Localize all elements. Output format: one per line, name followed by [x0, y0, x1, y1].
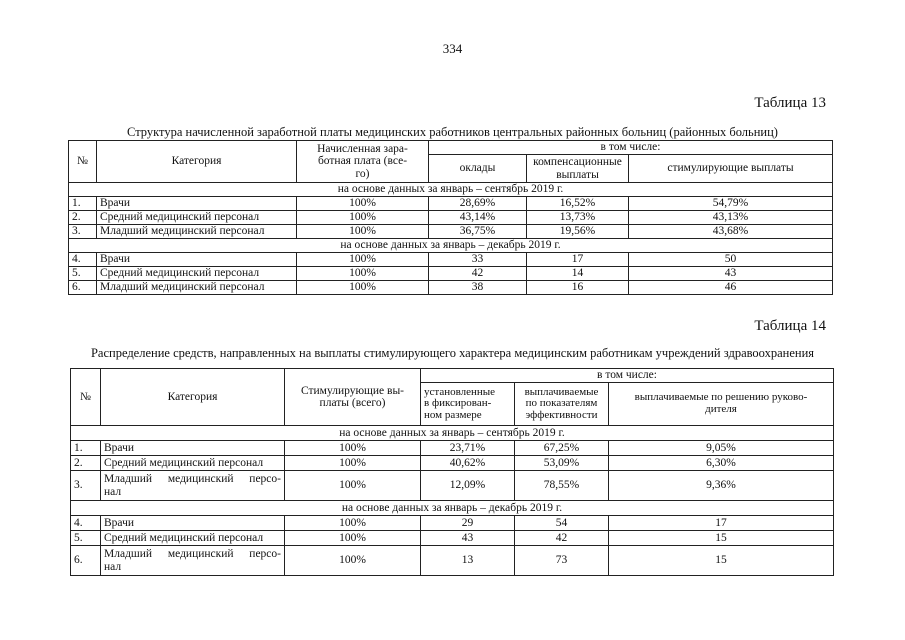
salaries-cell: 38 — [429, 281, 527, 295]
row-number: 6. — [71, 546, 101, 576]
stimulating-cell: 50 — [629, 253, 833, 267]
table-row — [69, 267, 833, 281]
total-cell: 100% — [297, 253, 429, 267]
table-row — [69, 225, 833, 239]
total-cell: 100% — [297, 197, 429, 211]
header-performance-line: выплачиваемые — [524, 385, 599, 398]
category-line: Средний медицинский персонал — [104, 456, 264, 469]
category-cell — [101, 516, 285, 531]
header-compensation-line: компенсационные — [533, 156, 622, 169]
category-cell — [101, 531, 285, 546]
header-including: в том числе: — [421, 369, 834, 383]
category-line: Врачи — [104, 441, 135, 454]
table-row — [69, 197, 833, 211]
row-number: 2. — [69, 211, 97, 225]
table-row — [71, 531, 834, 546]
table-14-label: Таблица 14 — [754, 318, 826, 334]
table-14-title: Распределение средств, направленных на выплаты стимулирующего характера медицинским работникам учреждений здравоохранения — [90, 346, 815, 360]
table-row — [69, 253, 833, 267]
table-row — [71, 471, 834, 501]
salaries-cell: 33 — [429, 253, 527, 267]
salaries-cell: 43,14% — [429, 211, 527, 225]
stimulating-cell: 43 — [629, 267, 833, 281]
category-line: нал — [104, 560, 122, 573]
compensation-cell: 13,73% — [527, 211, 629, 225]
category-cell — [101, 441, 285, 456]
header-fixed-line: ном размере — [424, 408, 482, 421]
header-manager-line: дителя — [705, 403, 737, 415]
table-row — [71, 441, 834, 456]
category-cell — [101, 546, 285, 576]
header-performance-line: по показателям — [525, 397, 598, 410]
section-row — [69, 239, 833, 253]
fixed-cell: 29 — [421, 516, 515, 531]
total-cell: 100% — [285, 456, 421, 471]
header-total-line: Стимулирующие вы- — [300, 384, 405, 397]
total-cell: 100% — [297, 211, 429, 225]
table-row — [69, 211, 833, 225]
total-cell: 100% — [297, 267, 429, 281]
row-number: 4. — [69, 253, 97, 267]
section-row — [71, 501, 834, 516]
section-row — [69, 183, 833, 197]
row-number: 6. — [69, 281, 97, 295]
category-cell: Врачи — [97, 253, 297, 267]
section-title: на основе данных за январь – декабрь 2019 г. — [69, 239, 833, 253]
header-fixed — [421, 383, 515, 426]
stimulating-cell: 46 — [629, 281, 833, 295]
compensation-cell: 16 — [527, 281, 629, 295]
table-13 — [68, 140, 833, 295]
performance-cell: 54 — [515, 516, 609, 531]
stimulating-cell: 43,68% — [629, 225, 833, 239]
category-cell — [101, 471, 285, 501]
row-number: 5. — [69, 267, 97, 281]
salaries-cell: 36,75% — [429, 225, 527, 239]
category-line: Врачи — [104, 516, 135, 529]
header-num: № — [69, 141, 97, 183]
section-title: на основе данных за январь – сентябрь 2019 г. — [69, 183, 833, 197]
table-13-title: Структура начисленной заработной платы медицинских работников центральных районных больниц (районных больниц) — [127, 125, 778, 139]
table-row — [71, 456, 834, 471]
header-stimulating: стимулирующие выплаты — [629, 155, 833, 183]
stimulating-cell: 54,79% — [629, 197, 833, 211]
compensation-cell: 17 — [527, 253, 629, 267]
compensation-cell: 16,52% — [527, 197, 629, 211]
total-cell: 100% — [285, 546, 421, 576]
category-cell: Младший медицинский персонал — [97, 225, 297, 239]
section-title: на основе данных за январь – декабрь 2019 г. — [71, 501, 834, 516]
performance-cell: 42 — [515, 531, 609, 546]
table-row — [71, 546, 834, 576]
header-total — [297, 141, 429, 183]
row-number: 5. — [71, 531, 101, 546]
compensation-cell: 14 — [527, 267, 629, 281]
header-category: Категория — [97, 141, 297, 183]
header-salaries: оклады — [429, 155, 527, 183]
row-number: 1. — [69, 197, 97, 211]
performance-cell: 78,55% — [515, 471, 609, 501]
category-line: нал — [104, 485, 122, 498]
salaries-cell: 42 — [429, 267, 527, 281]
header-total-line: ботная плата (все- — [317, 155, 408, 168]
performance-cell: 67,25% — [515, 441, 609, 456]
header-fixed-line: в фиксирован- — [424, 397, 492, 410]
header-performance-line: эффективности — [525, 408, 598, 421]
table-13-label: Таблица 13 — [754, 95, 826, 111]
header-fixed-line: установленные — [424, 385, 496, 398]
fixed-cell: 23,71% — [421, 441, 515, 456]
manager-cell: 15 — [609, 531, 834, 546]
row-number: 3. — [69, 225, 97, 239]
total-cell: 100% — [285, 531, 421, 546]
header-total — [285, 369, 421, 426]
row-number: 2. — [71, 456, 101, 471]
header-manager-line: выплачиваемые по решению руково- — [634, 391, 808, 404]
header-total-line: платы (всего) — [319, 397, 386, 409]
header-compensation-line: выплаты — [556, 168, 599, 181]
total-cell: 100% — [285, 516, 421, 531]
total-cell: 100% — [285, 441, 421, 456]
row-number: 4. — [71, 516, 101, 531]
header-total-line: Начисленная зара- — [317, 143, 408, 156]
category-cell: Средний медицинский персонал — [97, 211, 297, 225]
fixed-cell: 13 — [421, 546, 515, 576]
category-line: Младший медицинский персо- — [104, 473, 281, 486]
category-cell: Средний медицинский персонал — [97, 267, 297, 281]
manager-cell: 17 — [609, 516, 834, 531]
page-number: 334 — [442, 41, 463, 56]
header-manager — [609, 383, 834, 426]
compensation-cell: 19,56% — [527, 225, 629, 239]
total-cell: 100% — [297, 281, 429, 295]
row-number: 1. — [71, 441, 101, 456]
manager-cell: 6,30% — [609, 456, 834, 471]
category-cell — [101, 456, 285, 471]
section-row — [71, 426, 834, 441]
performance-cell: 53,09% — [515, 456, 609, 471]
total-cell: 100% — [285, 471, 421, 501]
table-row — [71, 516, 834, 531]
stimulating-cell: 43,13% — [629, 211, 833, 225]
fixed-cell: 12,09% — [421, 471, 515, 501]
category-cell: Врачи — [97, 197, 297, 211]
fixed-cell: 40,62% — [421, 456, 515, 471]
total-cell: 100% — [297, 225, 429, 239]
category-line: Средний медицинский персонал — [104, 531, 264, 544]
salaries-cell: 28,69% — [429, 197, 527, 211]
category-cell: Младший медицинский персонал — [97, 281, 297, 295]
manager-cell: 15 — [609, 546, 834, 576]
table-14 — [70, 368, 834, 576]
row-number: 3. — [71, 471, 101, 501]
fixed-cell: 43 — [421, 531, 515, 546]
table-row — [69, 281, 833, 295]
category-line: Младший медицинский персо- — [104, 548, 281, 561]
header-total-line: го) — [355, 167, 370, 180]
header-performance — [515, 383, 609, 426]
header-category: Категория — [101, 369, 285, 426]
performance-cell: 73 — [515, 546, 609, 576]
header-num: № — [71, 369, 101, 426]
header-compensation — [527, 155, 629, 183]
section-title: на основе данных за январь – сентябрь 2019 г. — [71, 426, 834, 441]
header-including: в том числе: — [429, 141, 833, 155]
manager-cell: 9,36% — [609, 471, 834, 501]
manager-cell: 9,05% — [609, 441, 834, 456]
